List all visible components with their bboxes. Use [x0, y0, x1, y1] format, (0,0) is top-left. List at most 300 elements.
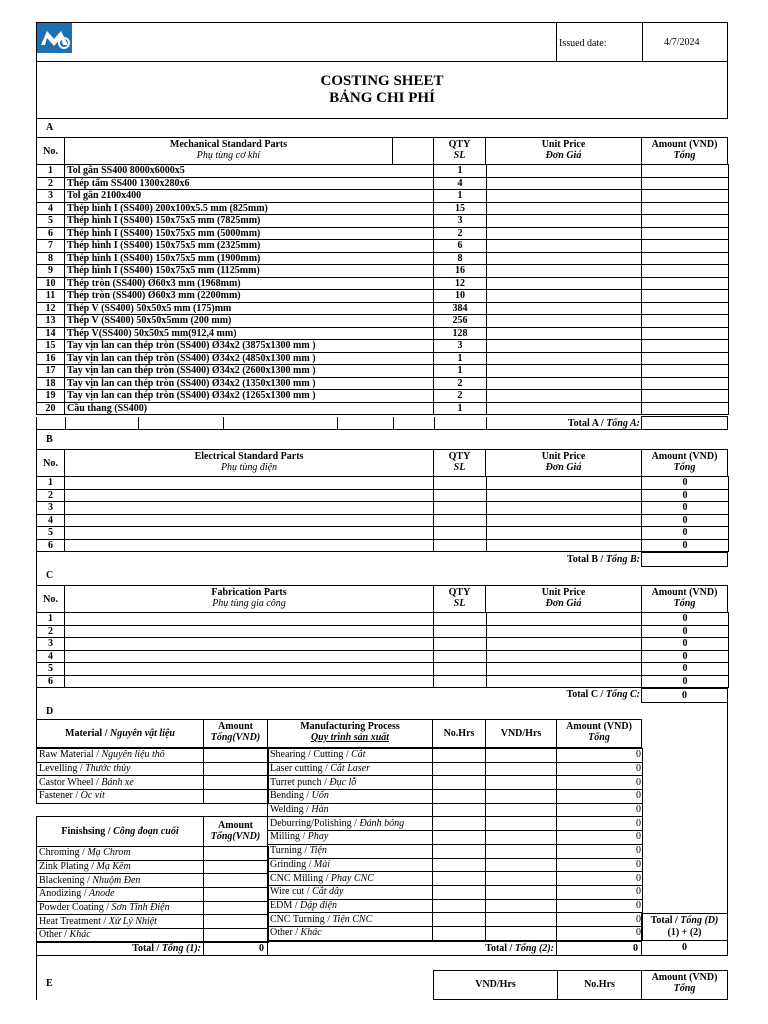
title-en: COSTING SHEET: [320, 73, 444, 89]
finishing-table: [36, 846, 269, 943]
amount-vnd-tong: Tổng: [588, 732, 610, 743]
section-a-title-vi: Phụ tùng cơ khí: [196, 150, 261, 161]
process-en: Bending /: [270, 790, 310, 802]
row-qty: [434, 663, 487, 676]
item-amount: [204, 901, 269, 915]
row-no: 1: [37, 613, 65, 626]
total-b-vi: Tổng B:: [605, 554, 640, 565]
total-a-vi: Tổng A:: [606, 418, 640, 429]
row-unit-price: [487, 215, 642, 228]
section-b-title: [64, 449, 434, 477]
table-row: [37, 340, 729, 353]
item-vi: Bánh xe: [101, 776, 134, 788]
table-row: [37, 352, 729, 365]
qty-vi: SL: [453, 150, 466, 161]
section-b-title-vi: Phụ tùng điện: [220, 462, 278, 473]
process-en: Laser cutting /: [270, 763, 328, 775]
row-desc: [65, 502, 434, 515]
list-item: [268, 844, 643, 858]
amount-vi: Tổng: [673, 598, 696, 609]
total-c-value: 0: [641, 688, 728, 703]
process-vndhrs: [486, 872, 557, 886]
row-no: 16: [37, 352, 65, 365]
process-en: CNC Milling /: [270, 872, 329, 884]
section-c-title-en: Fabrication Parts: [211, 587, 287, 598]
process-label: [268, 926, 433, 940]
row-amount: [642, 290, 729, 303]
row-qty: [434, 625, 487, 638]
table-row: [37, 365, 729, 378]
material-header: [36, 719, 204, 748]
row-unit-price: [487, 477, 642, 490]
row-no: 6: [37, 675, 65, 688]
row-no: 9: [37, 265, 65, 278]
item-en: Zink Plating /: [39, 861, 94, 873]
row-no: 7: [37, 240, 65, 253]
row-amount: [642, 215, 729, 228]
item-amount: [204, 749, 269, 763]
e-nohrs: No.Hrs: [557, 970, 642, 1000]
row-unit-price: [487, 252, 642, 265]
process-amount-header: [556, 719, 642, 748]
row-amount: [642, 252, 729, 265]
row-amount: 0: [642, 650, 729, 663]
item-label: [37, 860, 204, 874]
row-unit-price: [487, 613, 642, 626]
process-vndhrs: [486, 749, 557, 763]
e-amount-en: Amount (VND): [651, 972, 718, 983]
row-qty: 3: [434, 215, 487, 228]
table-row: [37, 277, 729, 290]
process-label: [268, 803, 433, 817]
row-qty: 12: [434, 277, 487, 290]
process-amount: 0: [557, 817, 643, 831]
row-no: 5: [37, 663, 65, 676]
row-unit-price: [487, 365, 642, 378]
total-b-value: [641, 552, 728, 567]
price-vi: Đơn Giá: [545, 462, 582, 473]
row-unit-price: [487, 402, 642, 415]
list-item: [268, 926, 643, 940]
row-no: 12: [37, 302, 65, 315]
total-a-en: Total A /: [567, 418, 604, 429]
section-b-label: B: [46, 434, 53, 445]
table-row: [37, 252, 729, 265]
row-amount: 0: [642, 638, 729, 651]
process-vndhrs: [486, 776, 557, 790]
list-item: [268, 817, 643, 831]
row-qty: [434, 489, 487, 502]
process-vndhrs: [486, 926, 557, 940]
process-nohrs: [433, 926, 486, 940]
item-amount: [204, 915, 269, 929]
process-label: [268, 817, 433, 831]
row-desc: [65, 650, 434, 663]
row-unit-price: [487, 489, 642, 502]
row-unit-price: [487, 340, 642, 353]
row-amount: [642, 315, 729, 328]
row-qty: 3: [434, 340, 487, 353]
row-desc: Thép hình I (SS400) 200x100x5.5 mm (825mm): [65, 202, 434, 215]
list-item: [268, 776, 643, 790]
table-row: [37, 202, 729, 215]
row-qty: 2: [434, 227, 487, 240]
row-qty: [434, 638, 487, 651]
row-qty: 1: [434, 402, 487, 415]
e-amount: [641, 970, 728, 1000]
row-no: 13: [37, 315, 65, 328]
row-desc: Thép tròn (SS400) Ø60x3 mm (2200mm): [65, 290, 434, 303]
issued-label: Issued date:: [559, 38, 607, 49]
item-vi: Nguyên liệu thô: [101, 749, 165, 761]
row-amount: 0: [642, 613, 729, 626]
item-vi: Mạ Kẽm: [96, 861, 131, 873]
list-item: [268, 831, 643, 845]
process-en: Turret punch /: [270, 776, 327, 788]
process-vndhrs: [486, 817, 557, 831]
amount-vi: Tổng: [673, 150, 696, 161]
col-no-a: No.: [36, 137, 65, 165]
item-en: Fastener /: [39, 790, 79, 802]
amount-label: Amount: [217, 721, 253, 732]
qty-en: QTY: [448, 451, 471, 462]
row-desc: Thép V (SS400) 50x50x5mm (200 mm): [65, 315, 434, 328]
price-vi: Đơn Giá: [545, 150, 582, 161]
col-no-c: No.: [36, 585, 65, 613]
price-en: Unit Price: [541, 139, 586, 150]
item-label: [37, 874, 204, 888]
item-amount: [204, 790, 269, 804]
row-qty: 1: [434, 365, 487, 378]
list-item: [268, 749, 643, 763]
row-amount: 0: [642, 489, 729, 502]
row-desc: [65, 675, 434, 688]
item-vi: Ốc vít: [80, 790, 105, 802]
row-desc: [65, 638, 434, 651]
material-amount-header: [203, 719, 268, 748]
list-item: [37, 860, 269, 874]
row-amount: [642, 265, 729, 278]
row-no: 2: [37, 177, 65, 190]
col-no-b: No.: [36, 449, 65, 477]
price-en: Unit Price: [541, 587, 586, 598]
process-vi: Quy trình sản xuất: [310, 732, 390, 743]
row-qty: [434, 675, 487, 688]
item-vi: Anode: [89, 888, 115, 900]
row-qty: [434, 527, 487, 540]
item-vi: Thước thủy: [85, 763, 131, 775]
process-amount: 0: [557, 872, 643, 886]
process-label: [268, 762, 433, 776]
row-unit-price: [487, 539, 642, 552]
table-row: [37, 650, 729, 663]
row-amount: 0: [642, 675, 729, 688]
row-desc: Thép hình I (SS400) 150x75x5 mm (1900mm): [65, 252, 434, 265]
total-1-label: [36, 941, 204, 956]
total-d-formula: (1) + (2): [667, 927, 702, 938]
finishing-header: [36, 816, 204, 847]
row-amount: [642, 240, 729, 253]
total-d-value: 0: [641, 940, 728, 956]
total-d-en: Total /: [650, 915, 678, 926]
process-label: [268, 913, 433, 927]
total-d-vi: Tổng (D): [680, 915, 719, 926]
table-row: [37, 477, 729, 490]
row-unit-price: [487, 277, 642, 290]
row-desc: Tay vịn lan can thép tròn (SS400) Ø34x2 (1265x1300 mm ): [65, 390, 434, 403]
table-row: [37, 215, 729, 228]
list-item: [37, 874, 269, 888]
row-amount: 0: [642, 514, 729, 527]
row-desc: Thép V(SS400) 50x50x5 mm(912,4 mm): [65, 327, 434, 340]
row-amount: [642, 227, 729, 240]
row-qty: [434, 650, 487, 663]
total-d-box: [641, 913, 728, 941]
row-desc: Tol gân 2100x400: [65, 190, 434, 203]
row-qty: 15: [434, 202, 487, 215]
material-vi: Nguyên vật liệu: [109, 728, 175, 739]
col-qty-b: [433, 449, 486, 477]
row-unit-price: [487, 290, 642, 303]
process-nohrs: [433, 776, 486, 790]
section-a-label: A: [46, 122, 54, 133]
list-item: [37, 762, 269, 776]
row-desc: [65, 514, 434, 527]
process-vi: Dập điện: [300, 899, 337, 911]
row-no: 6: [37, 227, 65, 240]
row-desc: Thép tròn (SS400) Ø60x3 mm (1968mm): [65, 277, 434, 290]
row-no: 4: [37, 650, 65, 663]
row-amount: 0: [642, 539, 729, 552]
total-2-label: [267, 941, 557, 956]
row-desc: [65, 613, 434, 626]
section-c-label: C: [46, 570, 54, 581]
table-row: [37, 663, 729, 676]
item-amount: [204, 762, 269, 776]
process-en: Welding /: [270, 804, 309, 816]
total-2-vi: Tổng (2):: [514, 943, 554, 954]
row-unit-price: [487, 265, 642, 278]
process-amount: 0: [557, 844, 643, 858]
total-a-value: [641, 416, 728, 430]
item-label: [37, 762, 204, 776]
process-vndhrs: [486, 858, 557, 872]
materials-table: [36, 748, 269, 804]
table-row: [37, 290, 729, 303]
item-en: Anodizing /: [39, 888, 87, 900]
item-en: Other /: [39, 929, 68, 941]
row-amount: [642, 302, 729, 315]
process-en: CNC Turning /: [270, 913, 331, 925]
item-label: [37, 847, 204, 861]
row-no: 1: [37, 477, 65, 490]
item-vi: Xử Lý Nhiệt: [108, 915, 157, 927]
process-vi: Uốn: [311, 790, 329, 802]
table-row: [37, 489, 729, 502]
row-amount: [642, 402, 729, 415]
list-item: [268, 790, 643, 804]
section-e-label: E: [46, 978, 53, 989]
table-row: [37, 177, 729, 190]
section-d-left-rule: [36, 688, 37, 720]
process-en: Manufacturing Process: [300, 721, 400, 732]
process-label: [268, 749, 433, 763]
process-table: [267, 748, 643, 941]
list-item: [268, 858, 643, 872]
row-no: 15: [37, 340, 65, 353]
row-no: 19: [37, 390, 65, 403]
row-no: 10: [37, 277, 65, 290]
process-vi: Tiện: [309, 845, 327, 857]
process-label: [268, 885, 433, 899]
section-c-title-vi: Phụ tùng gia công: [212, 598, 286, 609]
row-qty: [434, 539, 487, 552]
table-row: [37, 165, 729, 178]
row-qty: [434, 502, 487, 515]
amount-en: Amount (VND): [651, 139, 718, 150]
row-no: 5: [37, 215, 65, 228]
process-nohrs: [433, 831, 486, 845]
total-b-label: [520, 554, 640, 565]
row-qty: 8: [434, 252, 487, 265]
process-amount: 0: [557, 913, 643, 927]
row-amount: [642, 165, 729, 178]
section-a-title: [64, 137, 393, 165]
process-amount: 0: [557, 858, 643, 872]
process-vndhrs: [486, 885, 557, 899]
vndhrs-header: VND/Hrs: [485, 719, 557, 748]
row-amount: 0: [642, 502, 729, 515]
item-vi: Sơn Tĩnh Điện: [111, 902, 170, 914]
section-d-right-rule: [727, 703, 728, 913]
list-item: [37, 847, 269, 861]
process-en: EDM /: [270, 899, 298, 911]
row-unit-price: [487, 638, 642, 651]
process-label: [268, 844, 433, 858]
section-a-title-en: Mechanical Standard Parts: [169, 139, 288, 150]
row-unit-price: [487, 352, 642, 365]
qty-en: QTY: [448, 139, 471, 150]
row-no: 17: [37, 365, 65, 378]
process-nohrs: [433, 749, 486, 763]
item-label: [37, 901, 204, 915]
item-en: Raw Material /: [39, 749, 99, 761]
row-no: 1: [37, 165, 65, 178]
row-unit-price: [487, 377, 642, 390]
row-desc: [65, 477, 434, 490]
row-no: 6: [37, 539, 65, 552]
col-price-a: [485, 137, 642, 165]
row-amount: 0: [642, 527, 729, 540]
total-1-vi: Tổng (1):: [161, 943, 201, 954]
process-en: Deburring/Polishing /: [270, 817, 357, 829]
amount-en: Amount (VND): [651, 587, 718, 598]
process-vi: Khác: [300, 927, 322, 939]
row-unit-price: [487, 202, 642, 215]
row-unit-price: [487, 327, 642, 340]
row-qty: 10: [434, 290, 487, 303]
row-no: 8: [37, 252, 65, 265]
col-amount-b: [641, 449, 728, 477]
process-nohrs: [433, 844, 486, 858]
process-amount: 0: [557, 776, 643, 790]
amount-en: Amount (VND): [651, 451, 718, 462]
total-b-en: Total B /: [567, 554, 604, 565]
list-item: [37, 915, 269, 929]
process-nohrs: [433, 899, 486, 913]
table-row: [37, 502, 729, 515]
section-b-table: [36, 476, 729, 552]
item-vi: Nhuộm Đen: [92, 874, 141, 886]
blank-a: [392, 137, 434, 165]
row-desc: Thép tấm SS400 1300x280x6: [65, 177, 434, 190]
table-row: [37, 514, 729, 527]
section-b-left-rule: [36, 430, 37, 449]
process-nohrs: [433, 858, 486, 872]
col-price-c: [485, 585, 642, 613]
process-amount: 0: [557, 803, 643, 817]
row-desc: Tol gân SS400 8000x6000x5: [65, 165, 434, 178]
row-desc: [65, 527, 434, 540]
nohrs-header: No.Hrs: [432, 719, 486, 748]
section-a-table: [36, 164, 729, 415]
row-unit-price: [487, 315, 642, 328]
list-item: [37, 888, 269, 902]
qty-vi: SL: [453, 462, 466, 473]
list-item: [268, 762, 643, 776]
item-en: Blackening /: [39, 874, 90, 886]
process-header: [267, 719, 433, 748]
list-item: [37, 776, 269, 790]
row-qty: [434, 613, 487, 626]
table-row: [37, 302, 729, 315]
company-logo: [37, 23, 72, 53]
process-en: Wire cut /: [270, 886, 310, 898]
finishing-amount-header: [203, 816, 268, 847]
process-vi: Hàn: [311, 804, 329, 816]
row-no: 3: [37, 502, 65, 515]
item-en: Levelling /: [39, 763, 83, 775]
row-amount: [642, 365, 729, 378]
total-a-label: [520, 418, 640, 429]
process-vi: Mài: [313, 858, 330, 870]
item-en: Chroming /: [39, 847, 85, 859]
row-no: 3: [37, 190, 65, 203]
row-unit-price: [487, 514, 642, 527]
e-amount-vi: Tổng: [673, 983, 696, 994]
process-vi: Đục lỗ: [329, 776, 357, 788]
qty-vi: SL: [453, 598, 466, 609]
row-unit-price: [487, 663, 642, 676]
list-item: [268, 872, 643, 886]
row-desc: [65, 539, 434, 552]
section-c-left-rule: [36, 552, 37, 586]
item-amount: [204, 847, 269, 861]
row-no: 14: [37, 327, 65, 340]
row-qty: 1: [434, 352, 487, 365]
process-vi: Tiện CNC: [332, 913, 373, 925]
process-label: [268, 899, 433, 913]
row-unit-price: [487, 675, 642, 688]
process-vi: Phay: [307, 831, 329, 843]
process-vi: Phay CNC: [330, 872, 374, 884]
item-label: [37, 888, 204, 902]
process-label: [268, 858, 433, 872]
process-nohrs: [433, 762, 486, 776]
qty-en: QTY: [448, 587, 471, 598]
process-amount: 0: [557, 926, 643, 940]
process-en: Turning /: [270, 845, 308, 857]
